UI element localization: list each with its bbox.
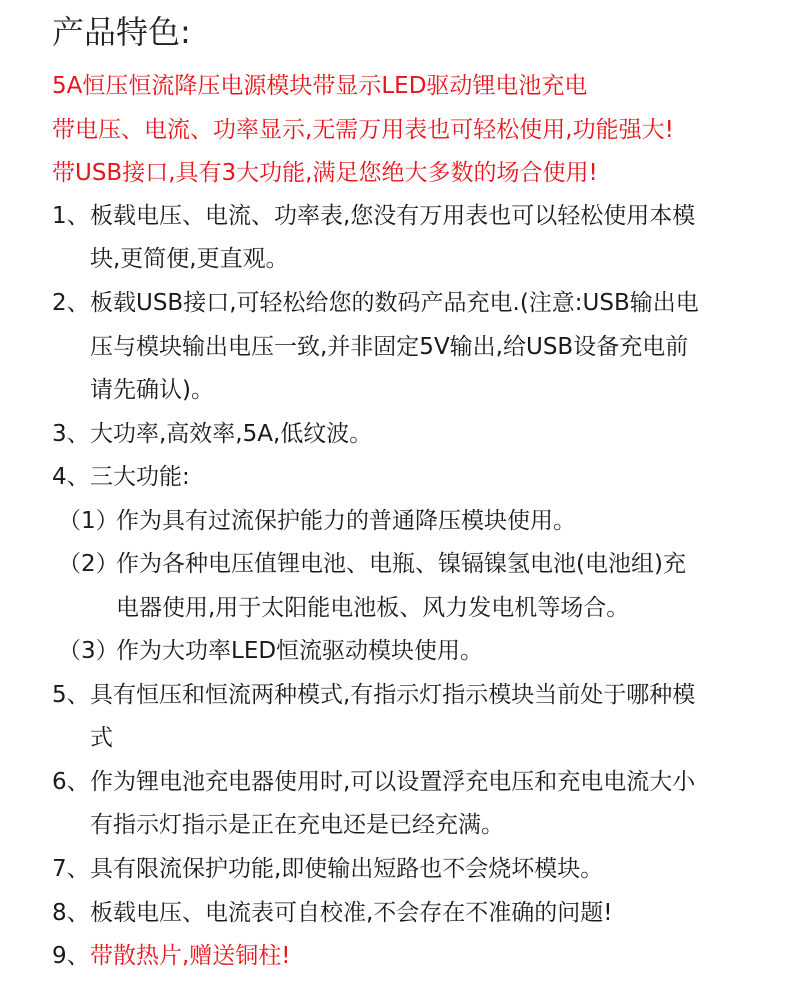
- item-number-7: 7、: [52, 856, 90, 882]
- item-2-line-3: 请先确认)。: [90, 377, 214, 403]
- sub-1-line-1: 作为具有过流保护能力的普通降压模块使用。: [116, 508, 576, 534]
- item-6-line-1: 作为锂电池充电器使用时,可以设置浮充电压和充电电流大小: [90, 769, 696, 795]
- item-number-5: 5、: [52, 682, 90, 708]
- highlight-line-1: 5A恒压恒流降压电源模块带显示LED驱动锂电池充电: [52, 73, 588, 99]
- item-1-line-2: 块,更简便,更直观。: [90, 246, 289, 272]
- item-2-line-1: 板载USB接口,可轻松给您的数码产品充电.(注意:USB输出电: [90, 290, 699, 316]
- item-7-line-1: 具有限流保护功能,即使输出短路也不会烧坏模块。: [90, 856, 604, 882]
- sub-2-line-2: 电器使用,用于太阳能电池板、风力发电机等场合。: [116, 595, 630, 621]
- sub-2-line-1: 作为各种电压值锂电池、电瓶、镍镉镍氢电池(电池组)充: [116, 551, 686, 577]
- item-1-line-1: 板载电压、电流、功率表,您没有万用表也可以轻松使用本模: [90, 203, 696, 229]
- item-2-line-2: 压与模块输出电压一致,并非固定5V输出,给USB设备充电前: [90, 334, 689, 360]
- item-9-line-1: 带散热片,赠送铜柱!: [90, 943, 291, 969]
- page-title: 产品特色:: [52, 13, 191, 51]
- item-number-3: 3、: [52, 421, 90, 447]
- item-number-2: 2、: [52, 290, 90, 316]
- item-number-6: 6、: [52, 769, 90, 795]
- item-8-line-1: 板载电压、电流表可自校准,不会存在不准确的问题!: [90, 900, 613, 926]
- item-number-9: 9、: [52, 943, 90, 969]
- item-number-4: 4、: [52, 464, 90, 490]
- sub-number-2: （2）: [58, 551, 119, 577]
- highlight-line-2: 带电压、电流、功率显示,无需万用表也可轻松使用,功能强大!: [52, 117, 674, 143]
- item-5-line-1: 具有恒压和恒流两种模式,有指示灯指示模块当前处于哪种模: [90, 682, 696, 708]
- sub-number-3: （3）: [58, 638, 119, 664]
- item-5-line-2: 式: [90, 725, 113, 751]
- item-3-line-1: 大功率,高效率,5A,低纹波。: [90, 421, 373, 447]
- item-6-line-2: 有指示灯指示是正在充电还是已经充满。: [90, 812, 504, 838]
- item-number-8: 8、: [52, 900, 90, 926]
- highlight-line-3: 带USB接口,具有3大功能,满足您绝大多数的场合使用!: [52, 160, 598, 186]
- sub-number-1: （1）: [58, 508, 119, 534]
- item-number-1: 1、: [52, 203, 90, 229]
- sub-3-line-1: 作为大功率LED恒流驱动模块使用。: [116, 638, 484, 664]
- item-4-line-1: 三大功能:: [90, 464, 190, 490]
